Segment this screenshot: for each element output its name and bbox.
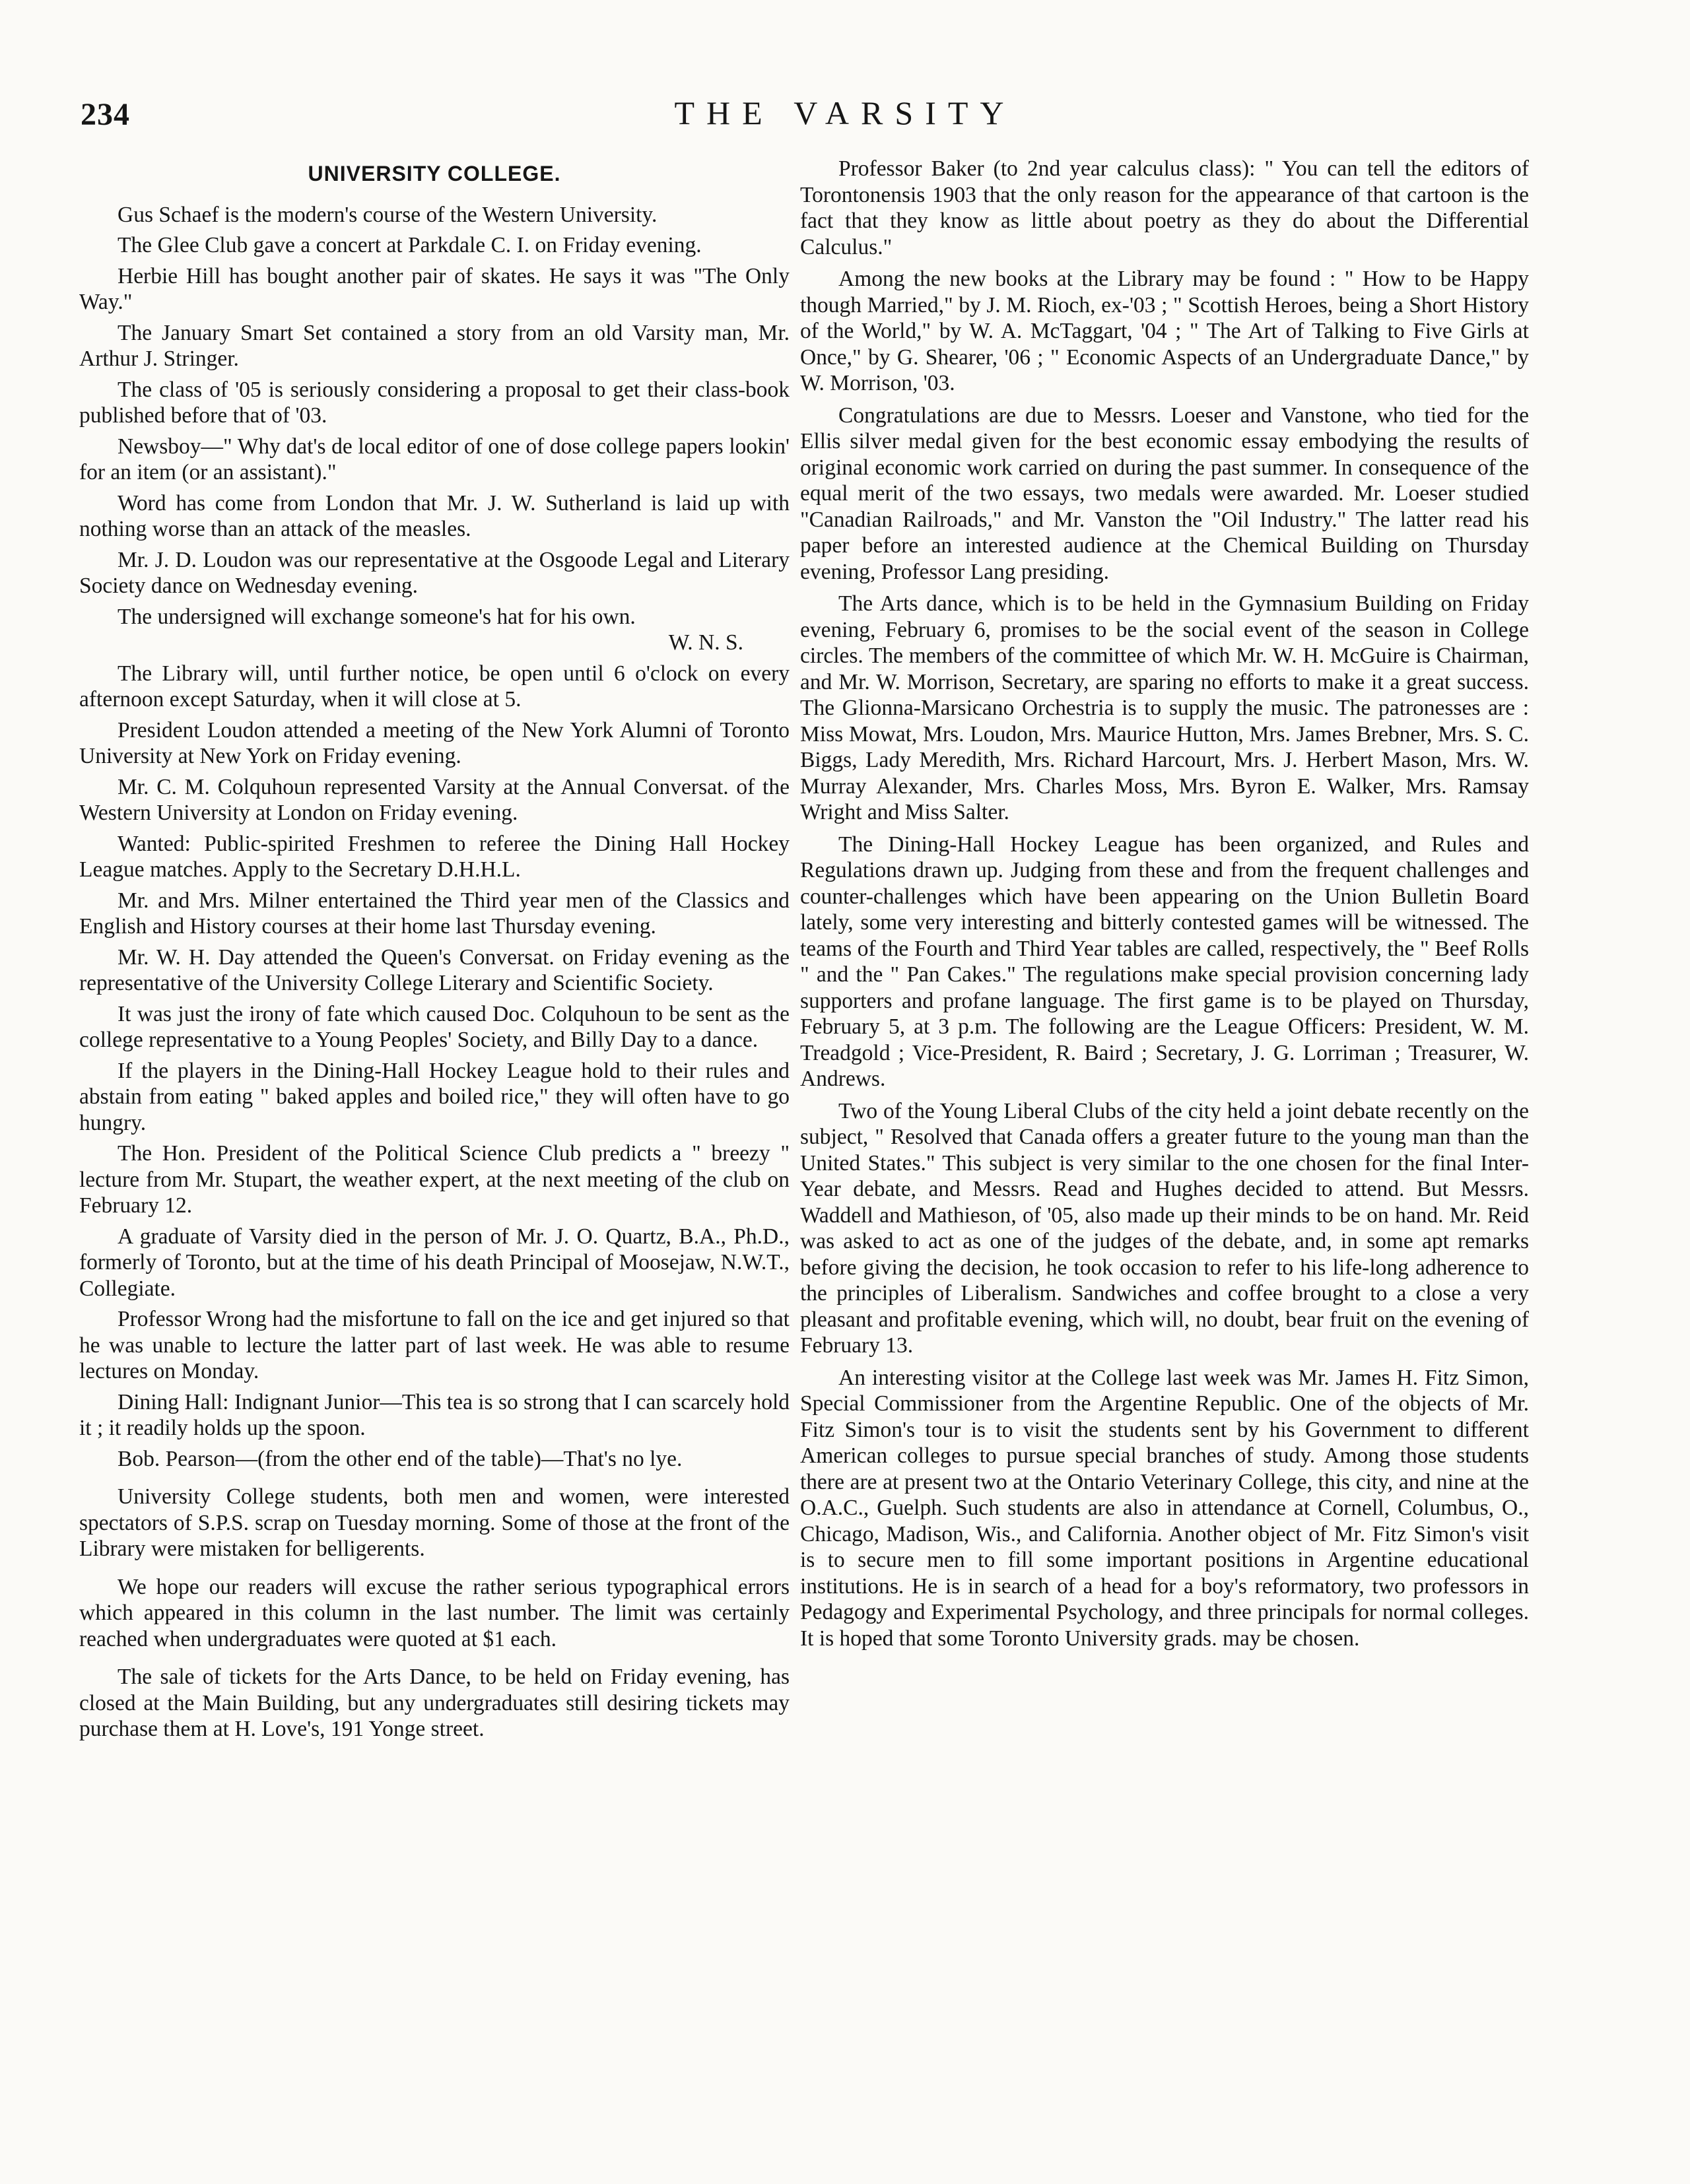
signature: W. N. S. xyxy=(668,630,743,655)
news-item: Dining Hall: Indignant Junior—This tea is so strong that I can scarcely hold it ; it readily holds up the spoon. xyxy=(79,1389,790,1440)
news-item: It was just the irony of fate which caused Doc. Colquhoun to be sent as the college representative to a Young Peoples' Society, and Billy Day to a dance. xyxy=(79,1001,790,1052)
news-item: The undersigned will exchange someone's hat for his own. xyxy=(118,604,636,629)
news-item: Mr. and Mrs. Milner entertained the Third year men of the Classics and English and History courses at their home last Thursday evening. xyxy=(79,888,790,939)
left-column xyxy=(79,156,790,1747)
news-item: Bob. Pearson—(from the other end of the table)—That's no lye. xyxy=(118,1446,683,1471)
news-item: The Hon. President of the Political Science Club predicts a " breezy " lecture from Mr. Stupart, the weather expert, at the next meeting of the club on February 12. xyxy=(79,1141,790,1218)
news-item: The Library will, until further notice, be open until 6 o'clock on every afternoon except Saturday, when it will close at 5. xyxy=(79,661,790,711)
news-item: If the players in the Dining-Hall Hockey League hold to their rules and abstain from eating " baked apples and boiled rice," they will often have to go hungry. xyxy=(79,1058,790,1135)
running-head: THE VARSITY xyxy=(674,94,1016,131)
news-item: The sale of tickets for the Arts Dance, to be held on Friday evening, has closed at the Main Building, but any undergraduates still desiring tickets may purchase them at H. Love's, 191 Yonge street. xyxy=(79,1665,790,1741)
news-item: Herbie Hill has bought another pair of skates. He says it was "The Only Way." xyxy=(79,263,790,314)
news-item: Mr. W. H. Day attended the Queen's Conversat. on Friday evening as the representative of the University College Literary and Scientific Society. xyxy=(79,944,790,995)
page-number: 234 xyxy=(81,97,130,132)
news-item: The Dining-Hall Hockey League has been organized, and Rules and Regulations drawn up. Judging from these and from the frequent challenges and counter-challenges which have been appearing on the Union Bulletin Board lately, some very interesting and bitterly contested games will be witnessed. The teams of the Fourth and Third Year tables are called, respectively, the " Beef Rolls " and the " Pan Cakes." The regulations make special provision concerning lady supporters and profane language. The first game is to be played on Thursday, February 5, at 3 p.m. The following are the League Officers: President, W. M. Treadgold ; Vice-President, R. Baird ; Secretary, J. G. Lorriman ; Treasurer, W. Andrews. xyxy=(800,832,1529,1091)
news-item: President Loudon attended a meeting of the New York Alumni of Toronto University at New York on Friday evening. xyxy=(79,717,790,768)
news-item: University College students, both men and women, were interested spectators of S.P.S. scrap on Tuesday morning. Some of those at the front of the Library were mistaken for belligerents. xyxy=(79,1484,790,1561)
news-item: The January Smart Set contained a story from an old Varsity man, Mr. Arthur J. Stringer. xyxy=(79,320,790,371)
news-item: The Arts dance, which is to be held in the Gymnasium Building on Friday evening, February 6, promises to be the social event of the season in College circles. The members of the committee of which Mr. W. H. McGuire is Chairman, and Mr. W. Morrison, Secretary, are sparing no efforts to make it a great success. The Glionna-Marsicano Orchestria is to supply the music. The patronesses are : Miss Mowat, Mrs. Loudon, Mrs. Maurice Hutton, Mrs. James Brebner, Mrs. S. C. Biggs, Lady Meredith, Mrs. Richard Harcourt, Mrs. J. Herbert Mason, Mrs. W. Murray Alexander, Mrs. Charles Moss, Mrs. Byron E. Walker, Mrs. Ramsay Wright and Miss Salter. xyxy=(800,591,1529,824)
news-item: Two of the Young Liberal Clubs of the city held a joint debate recently on the subject, " Resolved that Canada offers a greater future to the young man than the United States." This subject is very similar to the one chosen for the final Inter-Year debate, and Messrs. Read and Hughes decided to attend. But Messrs. Waddell and Mathieson, of '05, also made up their minds to be on hand. Mr. Reid was asked to act as one of the judges of the debate, and, in some apt remarks before giving the decision, he took occasion to refer to his life-long adherence to the principles of Liberalism. Sandwiches and coffee brought to a close a very pleasant and profitable evening, which will, no doubt, bear fruit on the evening of February 13. xyxy=(800,1098,1529,1358)
news-item: Mr. J. D. Loudon was our representative at the Osgoode Legal and Literary Society dance on Wednesday evening. xyxy=(79,547,790,598)
news-item: Gus Schaef is the modern's course of the Western University. xyxy=(118,202,658,227)
news-item: Professor Wrong had the misfortune to fall on the ice and get injured so that he was unable to lecture the latter part of last week. He was able to resume lectures on Monday. xyxy=(79,1307,790,1383)
news-item: Professor Baker (to 2nd year calculus class): " You can tell the editors of Torontonensis 1903 that the only reason for the appearance of that cartoon is the fact that they know as little about poetry as they do about the Differential Calculus." xyxy=(800,156,1529,259)
right-column xyxy=(800,156,1529,1657)
news-item: Wanted: Public-spirited Freshmen to referee the Dining Hall Hockey League matches. Apply to the Secretary D.H.H.L. xyxy=(79,831,790,882)
news-item: An interesting visitor at the College last week was Mr. James H. Fitz Simon, Special Commissioner from the Argentine Republic. One of the objects of Mr. Fitz Simon's tour is to visit the students sent by his Government to different American colleges to pursue special branches of study. Among those students there are at present two at the Ontario Veterinary College, this city, and nine at the O.A.C., Guelph. Such students are also in attendance at Cornell, Columbus, O., Chicago, Madison, Wis., and California. Another object of Mr. Fitz Simon's visit is to secure men to fill some important positions in Argentine educational institutions. He is in search of a head for a boy's reformatory, two professors in Pedagogy and Experimental Psychology, and three principals for normal colleges. It is hoped that some Toronto University grads. may be chosen. xyxy=(800,1365,1529,1651)
section-title: UNIVERSITY COLLEGE. xyxy=(308,162,561,185)
news-item: Word has come from London that Mr. J. W. Sutherland is laid up with nothing worse than an attack of the measles. xyxy=(79,490,790,541)
news-item: Mr. C. M. Colquhoun represented Varsity at the Annual Conversat. of the Western University at London on Friday evening. xyxy=(79,774,790,825)
news-item: A graduate of Varsity died in the person of Mr. J. O. Quartz, B.A., Ph.D., formerly of Toronto, but at the time of his death Principal of Moosejaw, N.W.T., Collegiate. xyxy=(79,1224,790,1301)
news-item: The Glee Club gave a concert at Parkdale C. I. on Friday evening. xyxy=(118,233,702,257)
news-item: We hope our readers will excuse the rather serious typographical errors which appeared in this column in the last number. The limit was certainly reached when undergraduates were quoted at $1 each. xyxy=(79,1574,790,1651)
news-item: Newsboy—" Why dat's de local editor of one of dose college papers lookin' for an item (or an assistant)." xyxy=(79,434,790,484)
news-item: The class of '05 is seriously considering a proposal to get their class-book published before that of '03. xyxy=(79,377,790,428)
news-item: Among the new books at the Library may be found : " How to be Happy though Married," by J. M. Rioch, ex-'03 ; " Scottish Heroes, being a Short History of the World," by W. A. McTaggart, '04 ; " The Art of Talking to Five Girls at Once," by G. Shearer, '06 ; " Economic Aspects of an Undergraduate Dance," by W. Morrison, '03. xyxy=(800,267,1529,395)
news-item: Congratulations are due to Messrs. Loeser and Vanstone, who tied for the Ellis silver medal given for the best economic essay embodying the results of original economic work carried on during the past summer. In consequence of the equal merit of the two essays, two medals were awarded. Mr. Loeser studied "Canadian Railroads," and Mr. Vanston the "Oil Industry." The latter read his paper before an interested audience at the Chemical Building on Thursday evening, Professor Lang presiding. xyxy=(800,403,1529,584)
